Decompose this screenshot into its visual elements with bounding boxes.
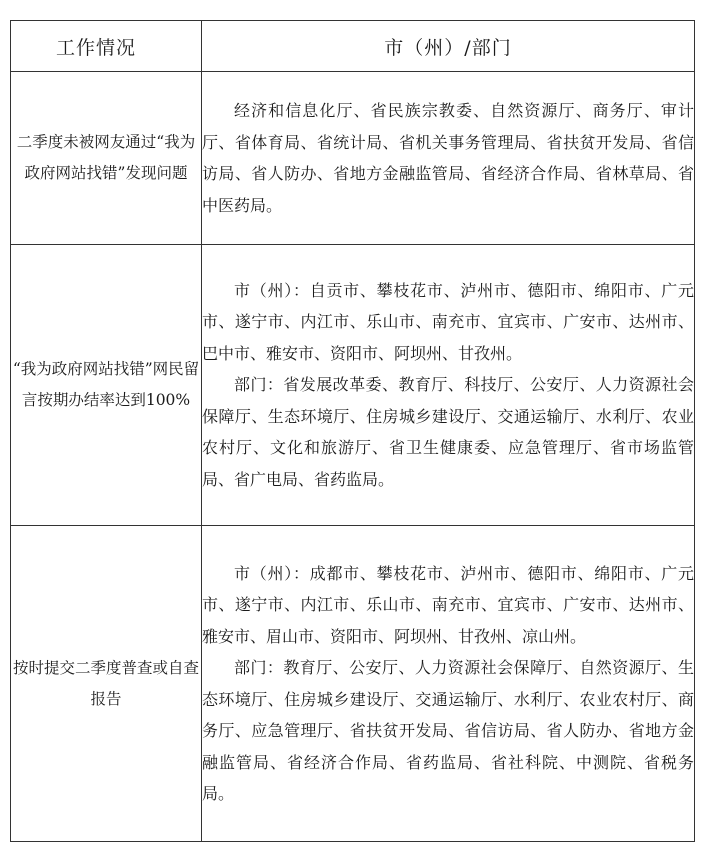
row-content <box>202 526 695 842</box>
paragraph-departments: 部门：省发展改革委、教育厅、科技厅、公安厅、人力资源社会保障厅、生态环境厅、住房城乡建设厅、交通运输厅、水利厅、农业农村厅、文化和旅游厅、省卫生健康委、应急管理厅、省市场监管局、省广电局、省药监局。 <box>202 375 694 489</box>
table-row <box>11 72 695 245</box>
row-label: 按时提交二季度普查或自查报告 <box>11 526 202 842</box>
table-row <box>11 526 695 842</box>
paragraph-departments: 部门：教育厅、公安厅、人力资源社会保障厅、自然资源厅、生态环境厅、住房城乡建设厅、交通运输厅、水利厅、农业农村厅、商务厅、应急管理厅、省扶贫开发局、省信访局、省人防办、省地方金融监管局、省经济合作局、省药监局、省社科院、中测院、省税务局。 <box>202 658 694 803</box>
table-header-row <box>11 21 695 72</box>
row-label: 二季度未被网友通过“我为政府网站找错”发现问题 <box>11 72 202 245</box>
row-content <box>202 245 695 526</box>
work-status-table <box>10 20 695 842</box>
row-content <box>202 72 695 245</box>
header-work-status: 工作情况 <box>11 21 202 72</box>
table-row <box>11 245 695 526</box>
paragraph-cities: 市（州）：成都市、攀枝花市、泸州市、德阳市、绵阳市、广元市、遂宁市、内江市、乐山市、南充市、宜宾市、广安市、达州市、雅安市、眉山市、资阳市、阿坝州、甘孜州、凉山州。 <box>202 563 694 646</box>
paragraph-units: 经济和信息化厅、省民族宗教委、自然资源厅、商务厅、审计厅、省体育局、省统计局、省机关事务管理局、省扶贫开发局、省信访局、省人防办、省地方金融监管局、省经济合作局、省林草局、省中医药局。 <box>202 101 694 215</box>
row-label: “我为政府网站找错”网民留言按期办结率达到100% <box>11 245 202 526</box>
paragraph-cities: 市（州）：自贡市、攀枝花市、泸州市、德阳市、绵阳市、广元市、遂宁市、内江市、乐山市、南充市、宜宾市、广安市、达州市、巴中市、雅安市、资阳市、阿坝州、甘孜州。 <box>202 280 694 363</box>
header-city-department: 市（州）/部门 <box>202 21 695 72</box>
